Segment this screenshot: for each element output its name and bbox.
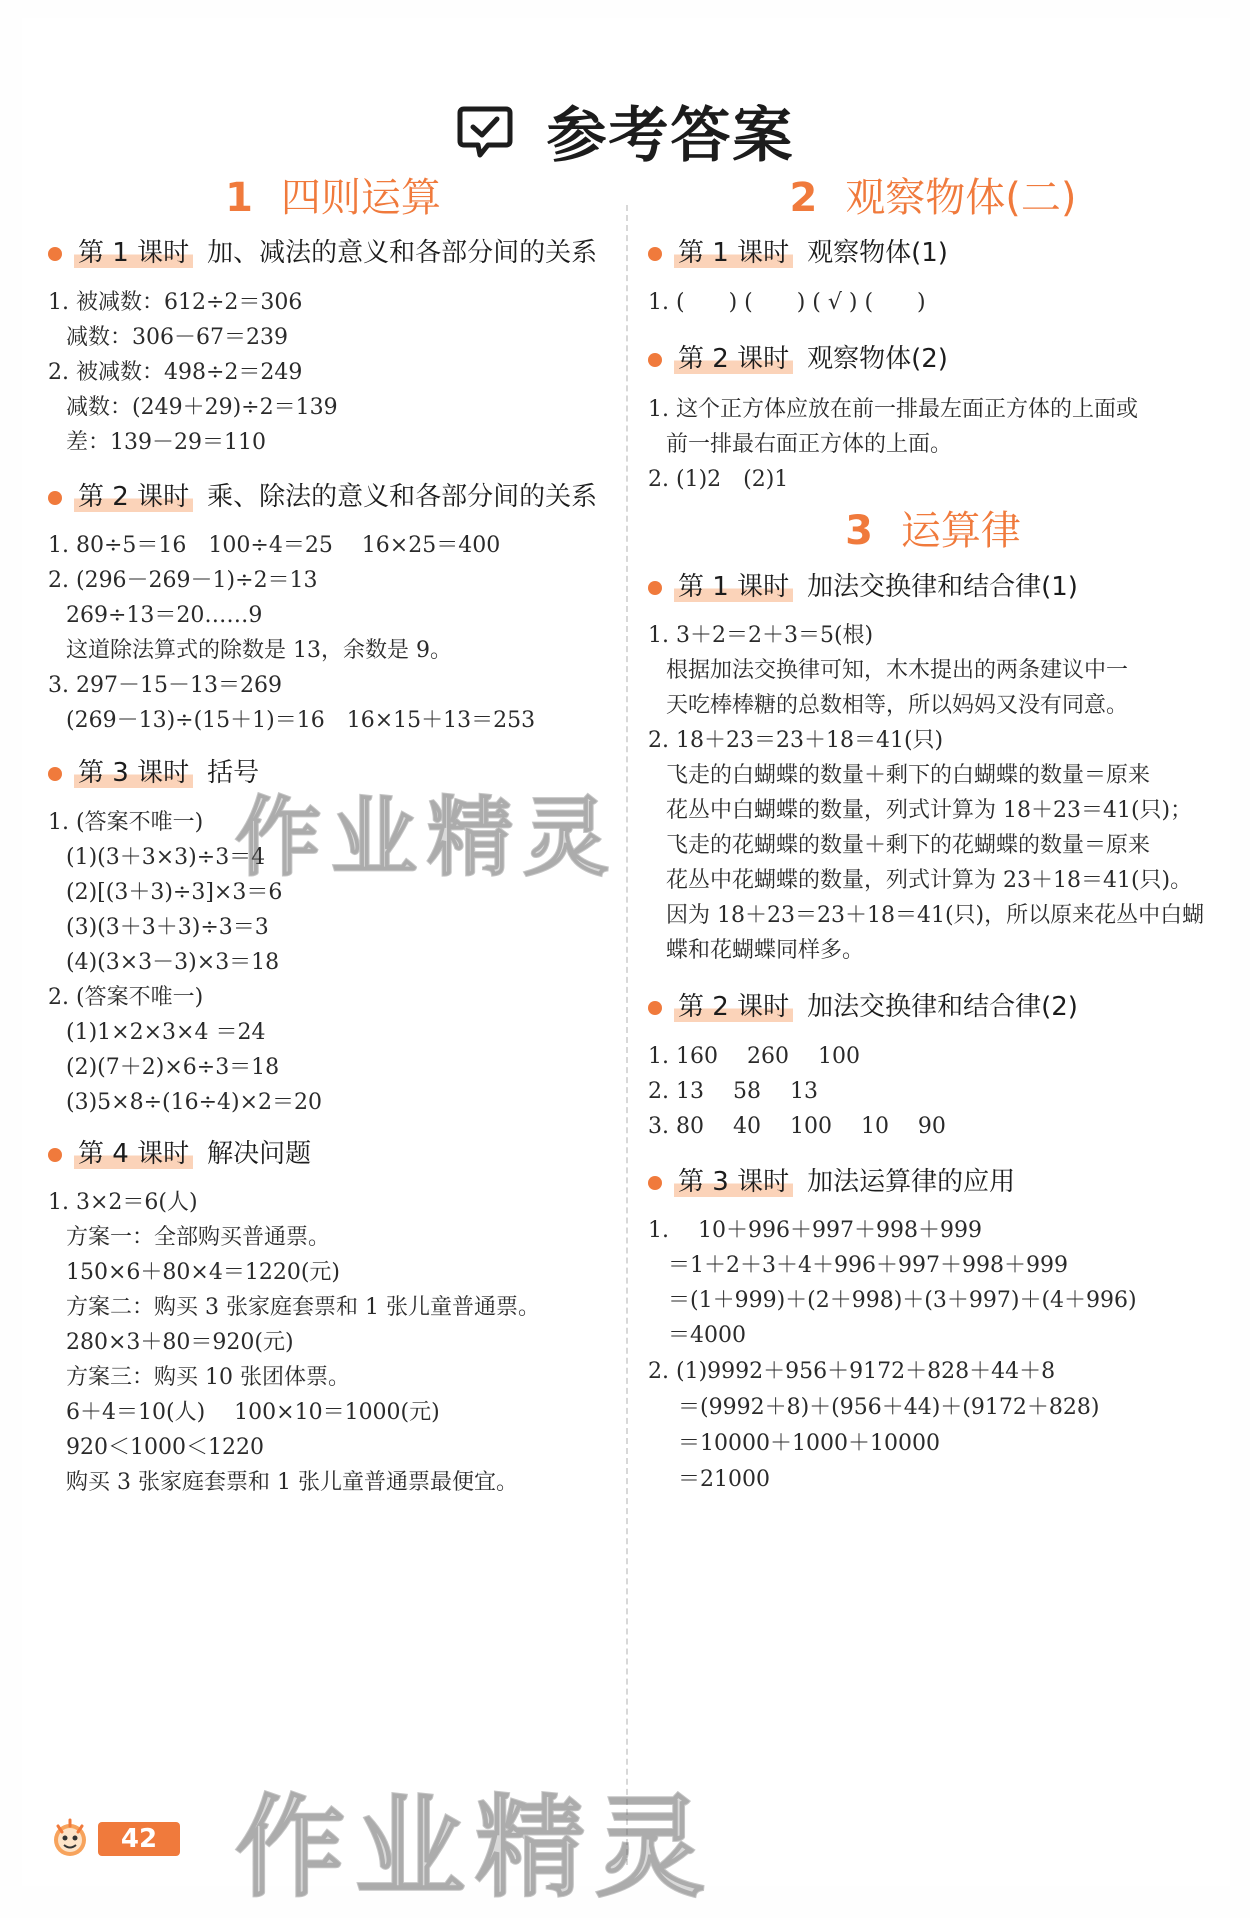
- answer-line: ＝4000: [668, 1323, 746, 1348]
- answer-line: 根据加法交换律可知，木木提出的两条建议中一: [666, 658, 1129, 683]
- answer-line: ＝(9992＋8)＋(956＋44)＋(9172＋828): [678, 1395, 1100, 1420]
- answer-line: 1. 这个正方体应放在前一排最左面正方体的上面或: [648, 397, 1138, 422]
- bullet-icon: [48, 1148, 62, 1162]
- lesson-heading: 第 1 课时 观察物体(1): [648, 232, 948, 269]
- answer-line: 1. 80÷5＝16 100÷4＝25 16×25＝400: [48, 533, 501, 558]
- watermark: 作业精灵: [235, 788, 619, 888]
- answer-line: 前一排最右面正方体的上面。: [666, 432, 953, 457]
- lesson-heading: 第 1 课时 加、减法的意义和各部分间的关系: [48, 232, 597, 269]
- answer-line: 方案一：全部购买普通票。: [66, 1225, 331, 1250]
- answer-line: ＝(1＋999)＋(2＋998)＋(3＋997)＋(4＋996): [668, 1288, 1137, 1313]
- answer-line: 花丛中白蝴蝶的数量，列式计算为 18＋23＝41(只)；: [666, 798, 1193, 823]
- page-number: 42: [98, 1822, 180, 1856]
- lesson-heading: 第 2 课时 加法交换律和结合律(2): [648, 986, 1078, 1023]
- answer-line: 方案二：购买 3 张家庭套票和 1 张儿童普通票。: [66, 1295, 540, 1320]
- answer-line: 减数：(249＋29)÷2＝139: [66, 395, 338, 420]
- bullet-icon: [648, 1001, 662, 1015]
- unit-heading-3: 3 运算律: [845, 508, 1021, 554]
- title-text: 参考答案: [546, 101, 795, 171]
- page-title: [0, 88, 1250, 176]
- answer-line: (3)5×8÷(16÷4)×2＝20: [66, 1090, 323, 1115]
- answer-line: (1)(3＋3×3)÷3＝4: [66, 845, 266, 870]
- answer-line: 1. 被减数：612÷2＝306: [48, 290, 303, 315]
- answer-line: 3. 80 40 100 10 90: [648, 1114, 946, 1139]
- answer-line: (269－13)÷(15＋1)＝16 16×15＋13＝253: [66, 708, 536, 733]
- answer-line: 差：139－29＝110: [66, 430, 266, 455]
- answer-line: 1. 160 260 100: [648, 1044, 860, 1069]
- answer-line: 280×3＋80＝920(元): [66, 1330, 294, 1355]
- answer-line: 天吃棒棒糖的总数相等，所以妈妈又没有同意。: [666, 693, 1129, 718]
- answer-line: ＝1＋2＋3＋4＋996＋997＋998＋999: [668, 1253, 1068, 1278]
- answer-line: (3)(3＋3＋3)÷3＝3: [66, 915, 269, 940]
- answer-line: 2. 13 58 13: [648, 1079, 818, 1104]
- answer-line: 这道除法算式的除数是 13，余数是 9。: [66, 638, 452, 663]
- answer-line: 购买 3 张家庭套票和 1 张儿童普通票最便宜。: [66, 1470, 518, 1495]
- chat-check-icon: [456, 103, 514, 176]
- bullet-icon: [648, 581, 662, 595]
- answer-line: 1. 3＋2＝2＋3＝5(根): [648, 623, 874, 648]
- answer-line: ＝21000: [678, 1467, 770, 1492]
- answer-line: 1. 10＋996＋997＋998＋999: [648, 1218, 982, 1243]
- lesson-heading: 第 3 课时 加法运算律的应用: [648, 1161, 1015, 1198]
- answer-line: 2. 被减数：498÷2＝249: [48, 360, 303, 385]
- answer-line: 2. (296－269－1)÷2＝13: [48, 568, 318, 593]
- bullet-icon: [48, 491, 62, 505]
- answer-line: ＝10000＋1000＋10000: [678, 1431, 940, 1456]
- answer-line: 6＋4＝10(人) 100×10＝1000(元): [66, 1400, 440, 1425]
- bullet-icon: [48, 767, 62, 781]
- unit-heading-1: 1 四则运算: [225, 175, 441, 221]
- lesson-heading: 第 2 课时 观察物体(2): [648, 338, 948, 375]
- answer-line: 方案三：购买 10 张团体票。: [66, 1365, 350, 1390]
- answer-line: 920＜1000＜1220: [66, 1435, 264, 1460]
- bullet-icon: [648, 353, 662, 367]
- column-divider: [626, 205, 629, 1865]
- answer-line: 3. 297－15－13＝269: [48, 673, 282, 698]
- answer-line: 1. ( ) ( ) ( √ ) ( ): [648, 290, 926, 315]
- answer-line: (1)1×2×3×4 ＝24: [66, 1020, 266, 1045]
- answer-line: 因为 18＋23＝23＋18＝41(只)，所以原来花丛中白蝴: [666, 903, 1205, 928]
- answer-line: (2)[(3＋3)÷3]×3＝6: [66, 880, 283, 905]
- answer-line: 1. 3×2＝6(人): [48, 1190, 198, 1215]
- mascot-icon: [46, 1814, 94, 1866]
- answer-line: (2)(7＋2)×6÷3＝18: [66, 1055, 280, 1080]
- answer-line: 2. (答案不唯一): [48, 985, 204, 1010]
- answer-line: 269÷13＝20……9: [66, 603, 263, 628]
- answer-line: 2. (1)9992＋956＋9172＋828＋44＋8: [648, 1359, 1056, 1384]
- lesson-heading: 第 1 课时 加法交换律和结合律(1): [648, 566, 1078, 603]
- bullet-icon: [648, 247, 662, 261]
- answer-line: 花丛中花蝴蝶的数量，列式计算为 23＋18＝41(只)。: [666, 868, 1193, 893]
- answer-line: 2. (1)2 (2)1: [648, 467, 789, 492]
- lesson-heading: 第 3 课时 括号: [48, 752, 259, 789]
- answer-line: 飞走的白蝴蝶的数量＋剩下的白蝴蝶的数量＝原来: [666, 763, 1151, 788]
- unit-heading-2: 2 观察物体(二): [789, 175, 1077, 221]
- lesson-heading: 第 4 课时 解决问题: [48, 1133, 311, 1170]
- answer-line: 飞走的花蝴蝶的数量＋剩下的花蝴蝶的数量＝原来: [666, 833, 1151, 858]
- bullet-icon: [648, 1176, 662, 1190]
- answer-line: 蝶和花蝴蝶同样多。: [666, 938, 865, 963]
- lesson-heading: 第 2 课时 乘、除法的意义和各部分间的关系: [48, 476, 597, 513]
- answer-line: (4)(3×3－3)×3＝18: [66, 950, 280, 975]
- answer-line: 2. 18＋23＝23＋18＝41(只): [648, 728, 944, 753]
- answer-line: 减数：306－67＝239: [66, 325, 288, 350]
- watermark: 作业精灵: [235, 1784, 715, 1912]
- answer-line: 150×6＋80×4＝1220(元): [66, 1260, 341, 1285]
- answer-line: 1. (答案不唯一): [48, 810, 204, 835]
- bullet-icon: [48, 247, 62, 261]
